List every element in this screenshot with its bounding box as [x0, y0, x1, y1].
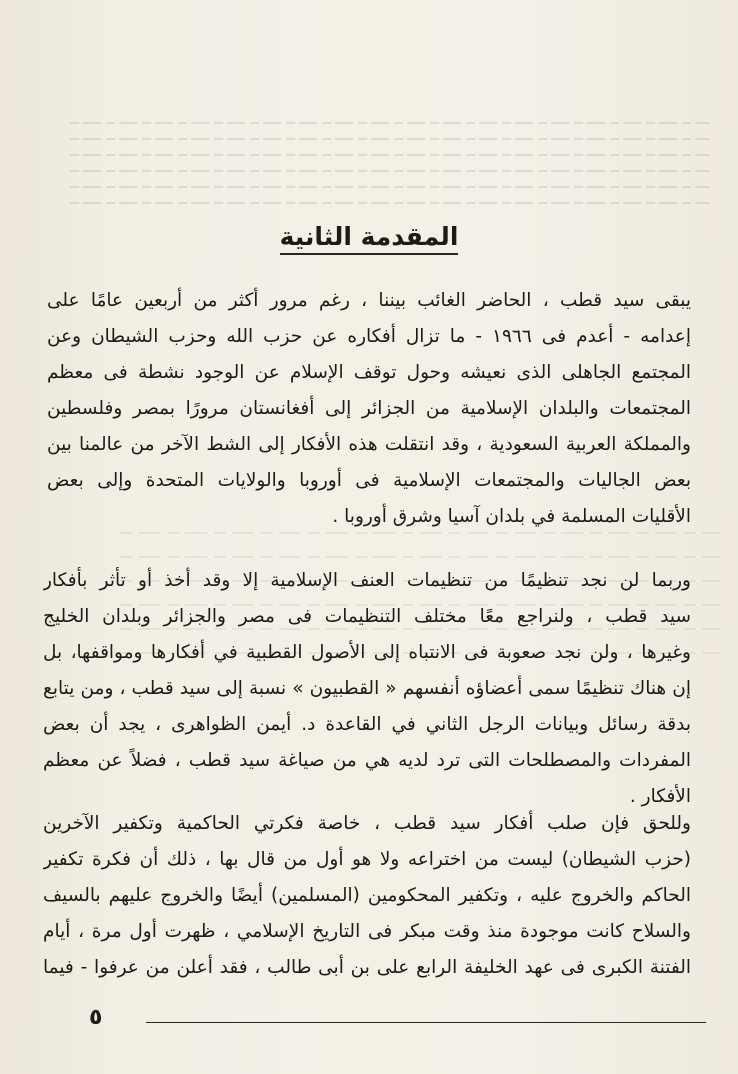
text-line: الفتنة الكبرى فى عهد الخليفة الرابع على بن أبى طالب ، فقد أعلن من عرفوا - فيما — [43, 957, 691, 978]
text-line: بعض الجاليات والمجتمعات الإسلامية فى أوروبا والولايات المتحدة وإلى بعض — [47, 470, 691, 491]
paragraph-3 — [43, 806, 691, 986]
text-line: الحاكم والخروج عليه ، وتكفير المحكومين (المسلمين) أيضًا والخروج عليهم بالسيف — [43, 885, 691, 906]
paragraph-1 — [47, 283, 691, 535]
text-line: المفردات والمصطلحات التى ترد لديه هي من صياغة سيد قطب ، فضلاً عن معظم — [43, 750, 691, 771]
text-line: وللحق فإن صلب أفكار سيد قطب ، خاصة فكرتي الحاكمية وتكفير الآخرين — [43, 813, 691, 834]
paragraph-2 — [43, 563, 691, 815]
text-line: والمملكة العربية السعودية ، وقد انتقلت هذه الأفكار إلى الشط الآخر من عالمنا بين — [47, 434, 691, 455]
heading-text: المقدمة الثانية — [280, 222, 459, 255]
text-line: الأقليات المسلمة في بلدان آسيا وشرق أوروبا . — [332, 506, 691, 527]
text-line: بدقة رسائل وبيانات الرجل الثاني في القاعدة د. أيمن الظواهرى ، يجد أن بعض — [43, 714, 691, 735]
text-line: المجتمعات والبلدان الإسلامية من الجزائر إلى أفغانستان مرورًا بمصر وفلسطين — [47, 398, 691, 419]
text-line: والسلاح كانت موجودة منذ وقت مبكر فى التاريخ الإسلامي ، ظهرت أول مرة ، أيام — [43, 921, 691, 942]
text-line: سيد قطب ، ولنراجع معًا مختلف التنظيمات فى مصر والجزائر وبلدان الخليج — [43, 606, 691, 627]
text-line: (حزب الشيطان) ليست من اختراعه ولا هو أول من قال بها ، ذلك أن فكرة تكفير — [43, 849, 691, 870]
text-line: الأفكار . — [629, 786, 691, 807]
text-line: إن هناك تنظيمًا سمى أعضاؤه أنفسهم « القطبيون » نسبة إلى سيد قطب ، ومن يتابع — [43, 678, 691, 699]
text-line: وربما لن نجد تنظيمًا من تنظيمات العنف الإسلامية إلا وقد أخذ أو تأثر بأفكار — [43, 570, 691, 591]
section-heading — [0, 222, 738, 255]
footer-rule — [146, 1022, 706, 1023]
text-line: إعدامه - أعدم فى ١٩٦٦ - ما تزال أفكاره عن حزب الله وحزب الشيطان وعن — [47, 326, 691, 347]
text-line: وغيرها ، ولن نجد صعوبة فى الانتباه إلى الأصول القطبية في أفكارها ومواقفها، بل — [43, 642, 691, 663]
text-line: المجتمع الجاهلى الذى نعيشه وحول توقف الإسلام عن الوجود نشطة فى معظم — [47, 362, 691, 383]
text-line: يبقى سيد قطب ، الحاضر الغائب بيننا ، رغم مرور أكثر من أربعين عامًا على — [47, 290, 691, 311]
page-number: ٥ — [89, 1005, 103, 1030]
